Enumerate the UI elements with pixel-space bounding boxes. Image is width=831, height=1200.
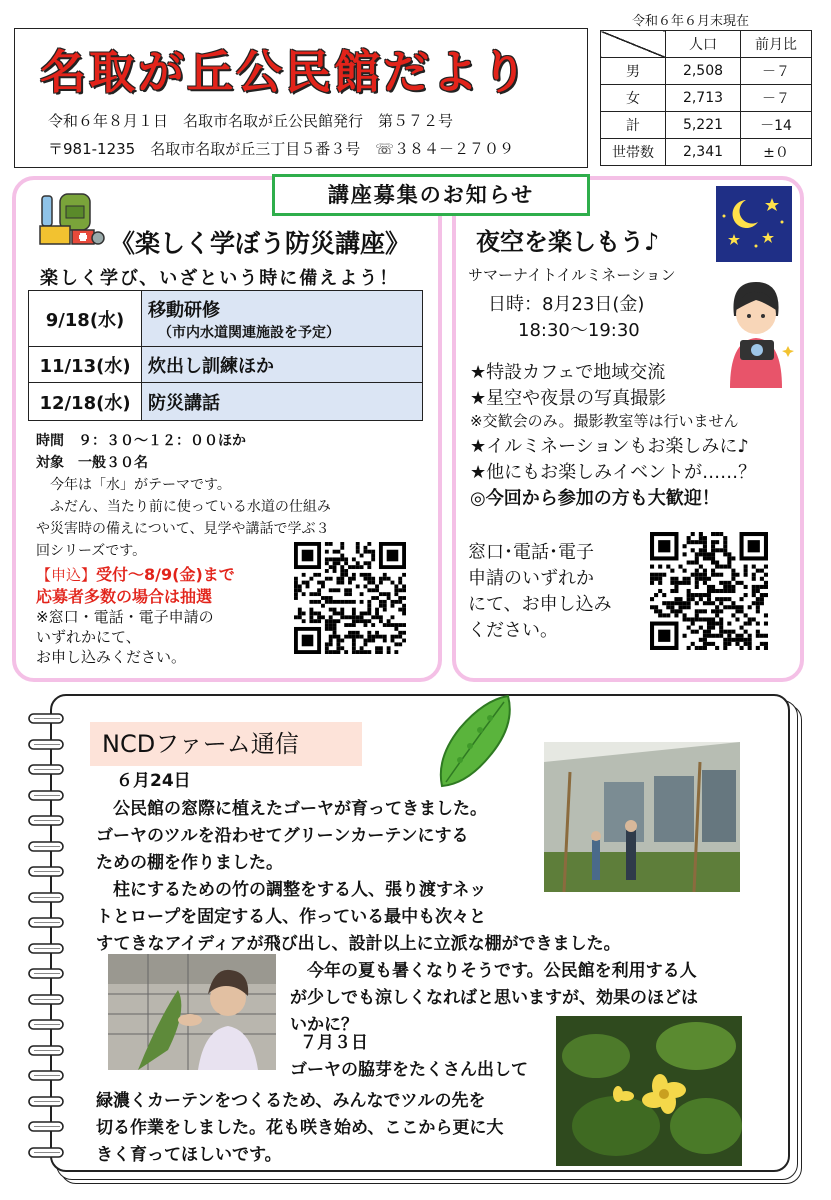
spiral-ring — [28, 712, 66, 725]
ncd-text: トとロープを固定する人、作っている最中も次々と — [96, 907, 487, 927]
ncd-text: 柱にするための竹の調整をする人、張り渡すネッ — [96, 880, 487, 900]
disaster-course-title: 《楽しく学ぼう防災講座》 — [110, 229, 411, 258]
ncd-text: 切る作業をしました。花も咲き始め、ここから更に大 — [96, 1118, 504, 1138]
ncd-date-2: ７月３日 — [300, 1033, 368, 1053]
spiral-ring — [28, 993, 66, 1006]
population-table — [600, 30, 812, 166]
ncd-date-1: ６月24日 — [116, 771, 191, 791]
spiral-ring — [28, 891, 66, 904]
table-row: 9/18(水) 移動研修 （市内水道関連施設を予定） — [29, 291, 423, 347]
night-item-5: ◎今回から参加の方も大歓迎！ — [470, 488, 720, 509]
emergency-kit-icon — [36, 186, 106, 256]
ncd-text: 緑濃くカーテンをつくるため、みんなでツルの先を — [96, 1091, 486, 1111]
night-item-2: ★星空や夜景の写真撮影 — [470, 388, 667, 409]
person-with-camera-icon — [716, 276, 796, 388]
qr-code-icon[interactable] — [650, 532, 768, 650]
night-apply-3: にて、お申し込み — [468, 594, 612, 615]
bitter-gourd-icon — [430, 690, 520, 790]
table-row: 計 5,221 －14 — [601, 112, 812, 139]
spiral-ring — [28, 1120, 66, 1133]
course-desc-4: 回シリーズです。 — [36, 543, 147, 559]
notice-heading: 講座募集のお知らせ — [272, 174, 590, 216]
spiral-ring — [28, 1069, 66, 1082]
table-row: 男 2,508 －７ — [601, 58, 812, 85]
spiral-ring — [28, 1018, 66, 1031]
night-event-subtitle: サマーナイトイルミネーション — [468, 266, 676, 284]
apply-line: 【申込】受付～8/9(金)まで — [36, 565, 235, 584]
ncd-text: が少しでも涼しくなればと思いますが、効果のほどは — [290, 988, 698, 1008]
course-target: 対象 一般３０名 — [36, 455, 148, 471]
spiral-ring — [28, 1146, 66, 1159]
ncd-text: ための棚を作りました。 — [96, 853, 283, 873]
apply-note-1: ※窓口・電話・電子申請の — [36, 608, 214, 626]
night-apply-4: ください。 — [468, 620, 558, 641]
spiral-ring — [28, 763, 66, 776]
gourd-flower-photo — [556, 1016, 742, 1166]
night-event-datetime: 日時：8月23日(金) 18:30～19:30 — [488, 294, 645, 341]
spiral-ring — [28, 1095, 66, 1108]
night-item-3: ★イルミネーションもお楽しみに♪ — [470, 436, 749, 457]
night-item-4: ★他にもお楽しみイベントが……？ — [470, 462, 757, 483]
header-population: 人口 — [666, 31, 741, 58]
spiral-ring — [28, 840, 66, 853]
spiral-ring — [28, 814, 66, 827]
spiral-ring — [28, 942, 66, 955]
disaster-course-subtitle: 楽しく学び、いざという時に備えよう！ — [40, 268, 400, 289]
apply-note-3: お申し込みください。 — [36, 648, 187, 666]
lottery-note: 応募者多数の場合は抽選 — [36, 587, 213, 606]
night-event-title: 夜空を楽しもう♪ — [476, 228, 660, 256]
night-sky-icon — [716, 186, 792, 262]
table-row: 女 2,713 －７ — [601, 85, 812, 112]
address-info: 〒981-1235 名取市名取が丘三丁目５番３号 ☏３８４－２７０９ — [48, 140, 514, 158]
table-corner — [601, 31, 666, 58]
ncd-text: きく育ってほしいです。 — [96, 1145, 282, 1165]
night-apply-1: 窓口･電話･電子 — [468, 542, 594, 563]
course-desc-2: ふだん、当たり前に使っている水道の仕組み — [36, 499, 331, 515]
ncd-farm-title: NCDファーム通信 — [90, 722, 362, 766]
course-desc-1: 今年は「水」がテーマです。 — [36, 477, 231, 493]
ncd-text: ゴーヤのツルを沿わせてグリーンカーテンにする — [96, 826, 469, 846]
ncd-text: 今年の夏も暑くなりそうです。公民館を利用する人 — [290, 961, 697, 981]
spiral-ring — [28, 967, 66, 980]
ncd-text: いかに？ — [290, 1015, 358, 1035]
table-row: 12/18(水) 防災講話 — [29, 383, 423, 421]
spiral-ring — [28, 789, 66, 802]
night-apply-2: 申請のいずれか — [468, 568, 594, 589]
ncd-text: すてきなアイディアが飛び出し、設計以上に立派な棚ができました。 — [96, 934, 621, 954]
course-time: 時間 ９：３０～１２：００ほか — [36, 433, 246, 449]
header-change: 前月比 — [741, 31, 812, 58]
newsletter-title: 名取が丘公民館だより — [40, 45, 530, 99]
ncd-text: 公民館の窓際に植えたゴーヤが育ってきました。 — [96, 799, 487, 819]
issue-info: 令和６年８月１日 名取市名取が丘公民館発行 第５７２号 — [48, 112, 454, 130]
spiral-ring — [28, 738, 66, 751]
ncd-text: ゴーヤの脇芽をたくさん出して — [290, 1060, 528, 1080]
spiral-ring — [28, 865, 66, 878]
spiral-ring — [28, 916, 66, 929]
table-row: 11/13(水) 炊出し訓練ほか — [29, 347, 423, 383]
night-item-1: ★特設カフェで地域交流 — [470, 362, 666, 383]
course-desc-3: や災害時の備えについて、見学や講話で学ぶ３ — [36, 521, 330, 537]
building-garden-photo — [544, 742, 740, 892]
apply-note-2: いずれかにて、 — [36, 628, 141, 646]
table-row: 世帯数 2,341 ±０ — [601, 139, 812, 166]
schedule-table — [28, 290, 423, 421]
qr-code-icon[interactable] — [294, 542, 406, 654]
night-item-note: ※交歓会のみ。撮影教室等は行いません — [470, 412, 739, 430]
population-caption: 令和６年６月末現在 — [632, 14, 750, 29]
spiral-ring — [28, 1044, 66, 1057]
volunteer-photo — [108, 954, 276, 1070]
